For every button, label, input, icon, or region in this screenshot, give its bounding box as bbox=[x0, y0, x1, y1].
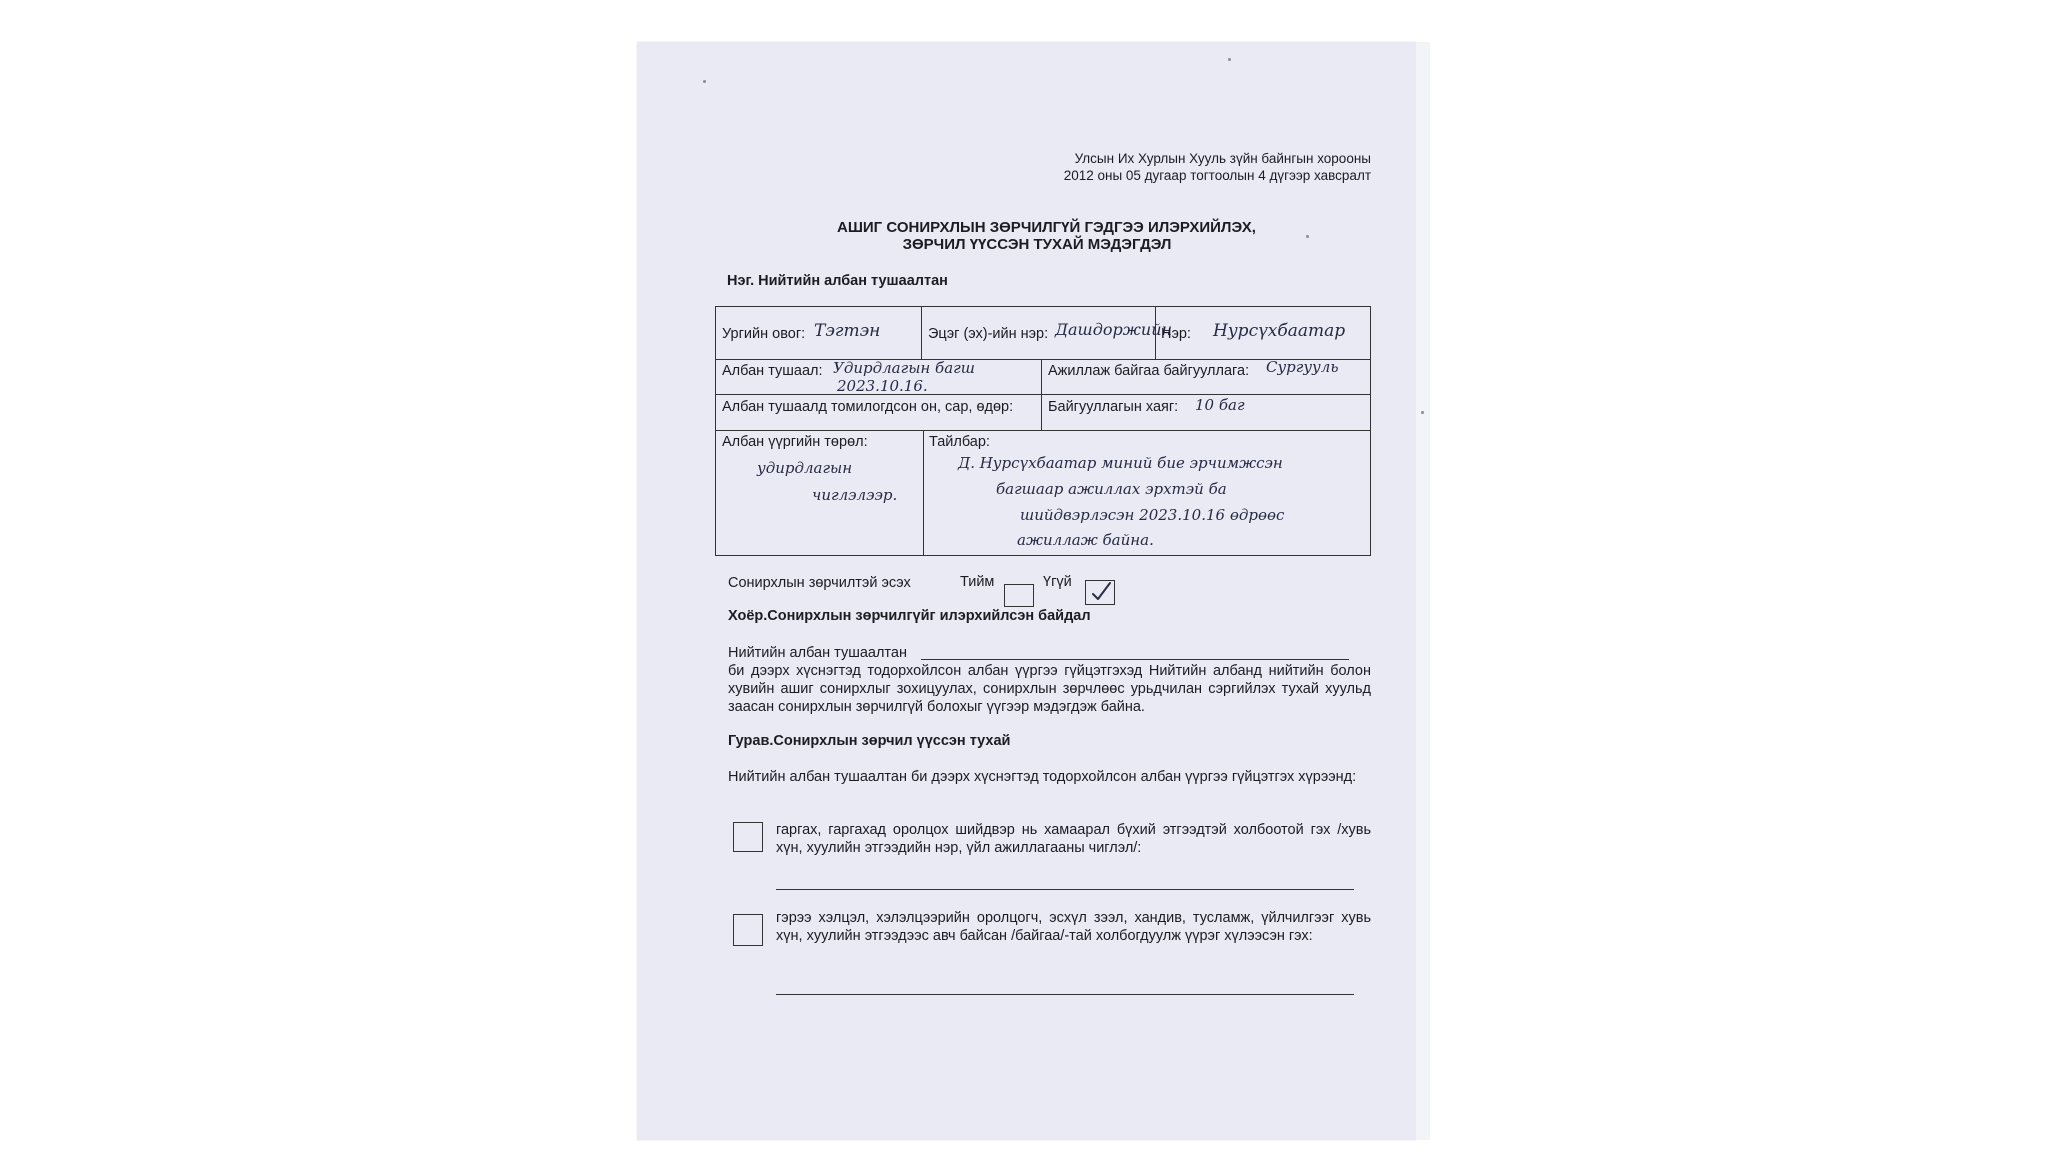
note-line-2: багшаар ажиллах эрхтэй ба bbox=[996, 480, 1227, 498]
title-line-2: ЗӨРЧИЛ ҮҮССЭН ТУХАЙ МЭДЭГДЭЛ bbox=[902, 236, 1172, 253]
scan-speck bbox=[1421, 411, 1424, 414]
note-line-4: ажиллаж байна. bbox=[1017, 531, 1154, 549]
note-line-1: Д. Нурсүхбаатар миний бие эрчимжсэн bbox=[958, 454, 1283, 472]
item-1-blank-line bbox=[776, 889, 1354, 890]
table-rule bbox=[715, 394, 1371, 395]
checkmark-icon bbox=[1086, 581, 1114, 604]
name-label: Нэр: bbox=[1161, 326, 1191, 342]
note-line-3: шийдвэрлэсэн 2023.10.16 өдрөөс bbox=[1020, 506, 1285, 524]
header-line-2: 2012 оны 05 дугаар тогтоолын 4 дүгээр хавсралт bbox=[1063, 168, 1371, 183]
position-value: Удирдлагын багш bbox=[833, 359, 975, 377]
scan-speck bbox=[1228, 58, 1231, 61]
item-2-blank-line bbox=[776, 994, 1354, 995]
surname-label: Ургийн овог: bbox=[722, 326, 806, 342]
patronymic-label: Эцэг (эх)-ийн нэр: bbox=[928, 326, 1049, 342]
item-1-text: гаргах, гаргахад оролцох шийдвэр нь хамаарал бүхий этгээдтэй холбоотой гэх /хувь хүн, хуулийн этгээдийн нэр, үйл ажиллагааны чиглэл/: bbox=[776, 822, 1371, 856]
name-value: Нурсүхбаатар bbox=[1213, 321, 1346, 341]
header-line-1: Улсын Их Хурлын Хууль зүйн байнгын хорооны bbox=[1074, 151, 1371, 166]
table-rule bbox=[1041, 359, 1042, 430]
scan-speck bbox=[1306, 235, 1309, 238]
address-label: Байгууллагын хаяг: bbox=[1048, 399, 1179, 415]
patronymic-value: Дашдоржийн bbox=[1055, 320, 1173, 339]
item-2-text: гэрээ хэлцэл, хэлэлцээрийн оролцогч, эсхүл зээл, хандив, тусламж, үйлчилгээг хувь хүн, хуулийн этгээдээс авч байсан /байгаа/-тай холбогдуулж үүрэг хүлээсэн гэх: bbox=[776, 910, 1371, 944]
section-1-heading: Нэг. Нийтийн албан тушаалтан bbox=[727, 273, 948, 289]
page-edge bbox=[1416, 42, 1430, 1140]
title-line-1: АШИГ СОНИРХЛЫН ЗӨРЧИЛГҮЙ ГЭДГЭЭ ИЛЭРХИЙЛЭХ, bbox=[837, 219, 1256, 236]
duty-value-2: чиглэлээр. bbox=[812, 486, 898, 504]
table-rule bbox=[921, 306, 922, 359]
note-label: Тайлбар: bbox=[929, 434, 990, 450]
position-label: Албан тушаал: bbox=[722, 363, 823, 379]
table-rule bbox=[923, 430, 924, 556]
section-2-heading: Хоёр.Сонирхлын зөрчилгүйг илэрхийлсэн байдал bbox=[728, 608, 1091, 624]
surname-value: Тэгтэн bbox=[814, 321, 881, 341]
no-checkbox[interactable] bbox=[1085, 580, 1115, 605]
scan-speck bbox=[703, 80, 706, 83]
section-2-paragraph: би дээрх хүснэгтэд тодорхойлсон албан үүргээ гүйцэтгэхэд Нийтийн албанд нийтийн болон хувийн ашиг сонирхлыг зохицуулах, сонирхлын зөрчлөөс урьдчилан сэргийлэх тухай хуульд заасан сонирхлын зөрчилгүй болохыг үүгээр мэдэгдэж байна. bbox=[728, 663, 1371, 715]
name-blank-line bbox=[921, 659, 1349, 660]
section-3-intro: Нийтийн албан тушаалтан би дээрх хүснэгтэд тодорхойлсон албан үүргээ гүйцэтгэх хүрээнд: bbox=[728, 769, 1357, 785]
workplace-value: Сургууль bbox=[1266, 358, 1339, 376]
item-1-checkbox[interactable] bbox=[733, 822, 763, 852]
no-label: Үгүй bbox=[1043, 574, 1072, 590]
yes-checkbox[interactable] bbox=[1004, 584, 1034, 607]
conflict-label: Сонирхлын зөрчилтэй эсэх bbox=[728, 575, 911, 591]
address-value: 10 баг bbox=[1195, 396, 1245, 414]
section-3-heading: Гурав.Сонирхлын зөрчил үүссэн тухай bbox=[728, 733, 1011, 749]
workplace-label: Ажиллаж байгаа байгууллага: bbox=[1048, 363, 1250, 379]
yes-label: Тийм bbox=[960, 574, 995, 590]
duty-value-1: удирдлагын bbox=[757, 459, 853, 477]
appointed-label: Албан тушаалд томилогдсон он, сар, өдөр: bbox=[722, 399, 1014, 415]
table-rule bbox=[715, 430, 1371, 431]
item-2-checkbox[interactable] bbox=[733, 914, 763, 946]
duty-label: Албан үүргийн төрөл: bbox=[722, 434, 868, 450]
section-2-lead: Нийтийн албан тушаалтан bbox=[728, 645, 907, 661]
position-date: 2023.10.16. bbox=[837, 377, 928, 395]
